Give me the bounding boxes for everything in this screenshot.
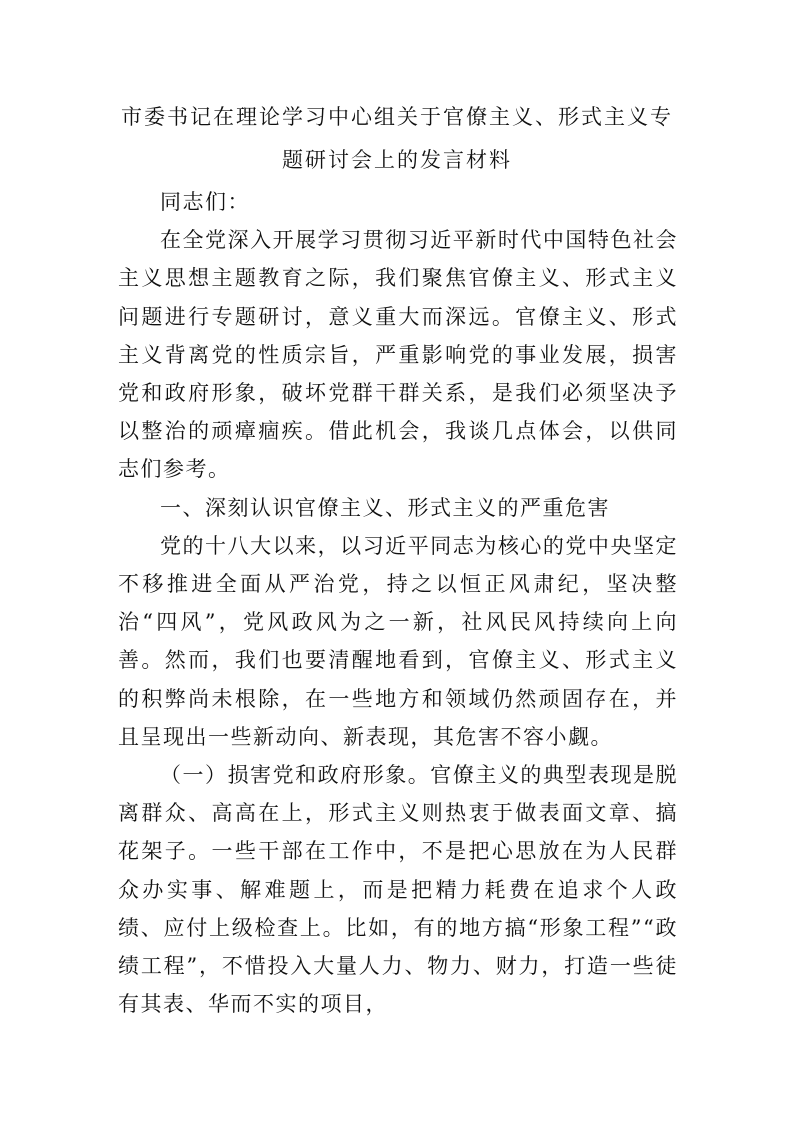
document-body	[118, 183, 678, 1023]
subsection-1-paragraph: （一）损害党和政府形象。官僚主义的典型表现是脱离群众、高高在上，形式主义则热衷于做表面文章、搞花架子。一些干部在工作中，不是把心思放在为人民群众办实事、解难题上，而是把精力耗费在追求个人政绩、应付上级检查上。比如，有的地方搞“形象工程”“政绩工程”，不惜投入大量人力、物力、财力，打造一些徒有其表、华而不实的项目，	[118, 763, 678, 1017]
document-title: 市委书记在理论学习中心组关于官僚主义、形式主义专题研讨会上的发言材料	[121, 105, 673, 172]
intro-paragraph: 在全党深入开展学习贯彻习近平新时代中国特色社会主义思想主题教育之际，我们聚焦官僚主义、形式主义问题进行专题研讨，意义重大而深远。官僚主义、形式主义背离党的性质宗旨，严重影响党的事业发展，损害党和政府形象，破坏党群干群关系，是我们必须坚决予以整治的顽瘴痼疾。借此机会，我谈几点体会，以供同志们参考。	[118, 228, 678, 482]
section-1-paragraph: 党的十八大以来，以习近平同志为核心的党中央坚定不移推进全面从严治党，持之以恒正风肃纪，坚决整治“四风”，党风政风为之一新，社风民风持续向上向善。然而，我们也要清醒地看到，官僚主义、形式主义的积弊尚未根除，在一些地方和领域仍然顽固存在，并且呈现出一些新动向、新表现，其危害不容小觑。	[118, 533, 678, 749]
section-heading-1: 一、深刻认识官僚主义、形式主义的严重危害	[160, 495, 610, 520]
salutation: 同志们：	[160, 190, 250, 214]
